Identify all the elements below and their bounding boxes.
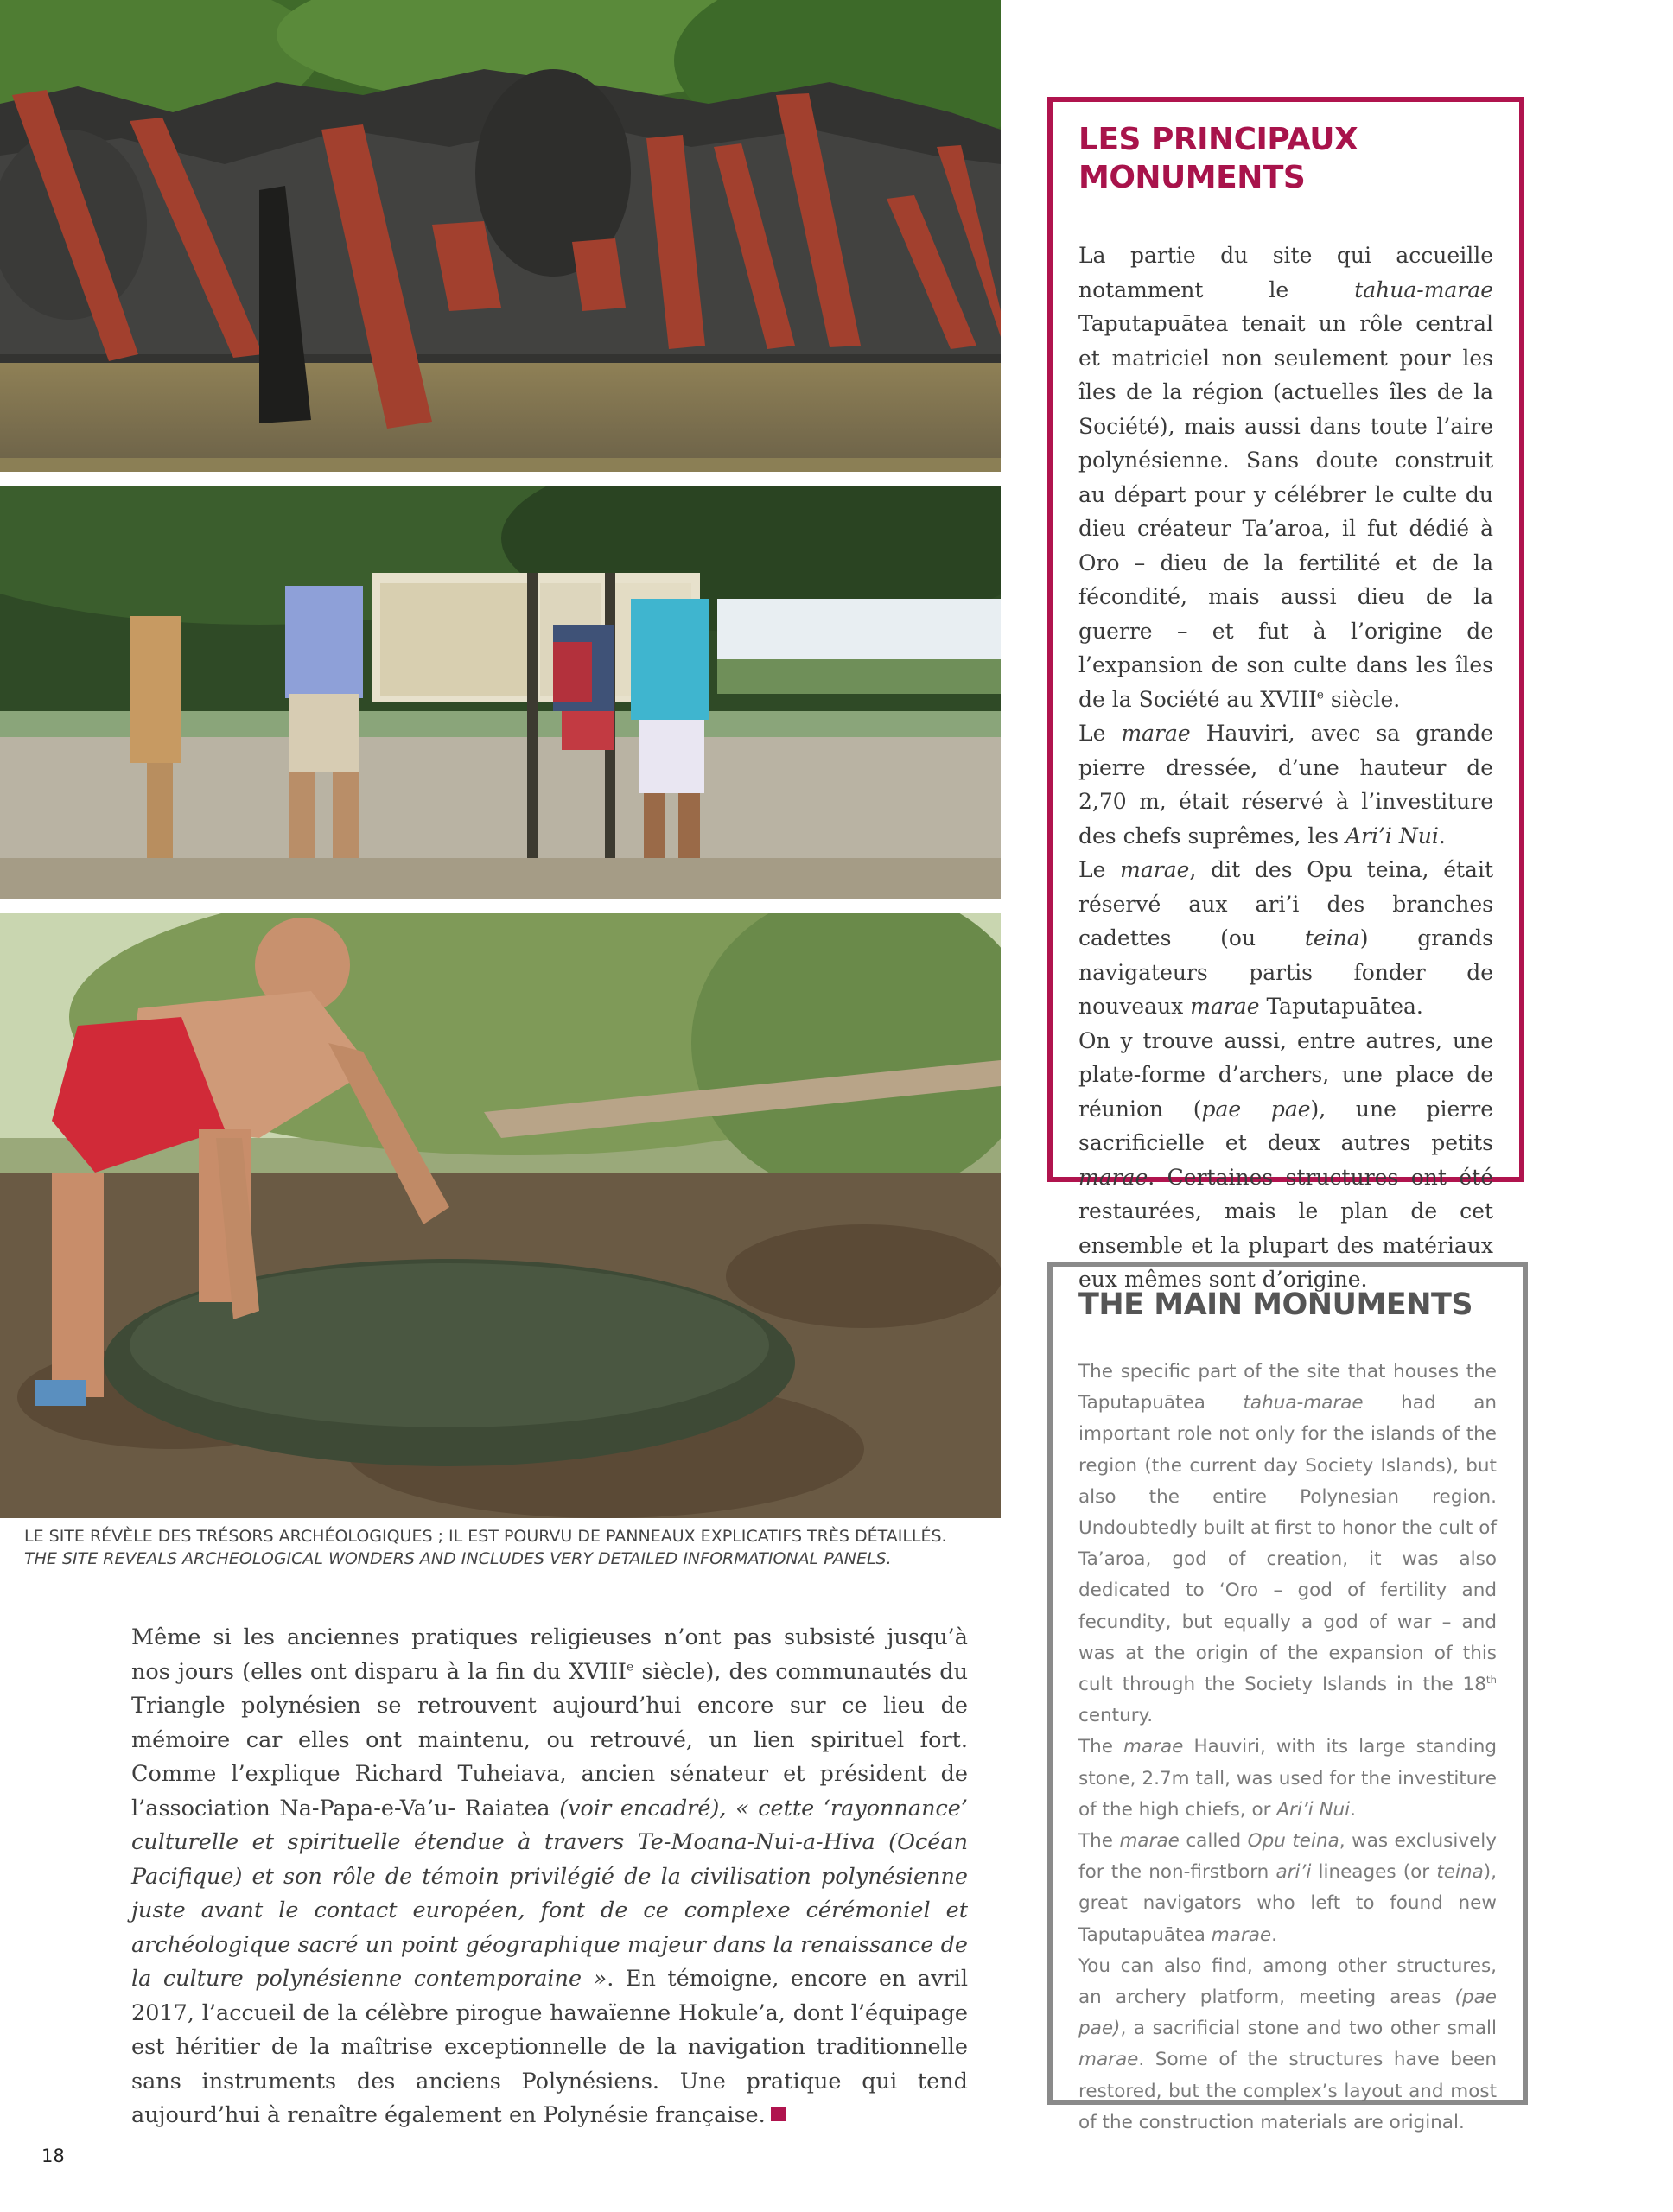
box-en-body [1078, 1357, 1497, 2139]
text-run: Hauviri, avec sa grande pierre dressée, d’une hauteur de 2,70 m, était réservé à l’investiture des chefs suprêmes, les [1078, 721, 1493, 849]
box-fr-paragraph-2 [1078, 716, 1493, 853]
page-number: 18 [41, 2145, 65, 2166]
box-fr-paragraph-1 [1078, 238, 1493, 716]
caption-fr: LE SITE RÉVÈLE DES TRÉSORS ARCHÉOLOGIQUES ; IL EST POURVU DE PANNEAUX EXPLICATIFS TRÈS DÉTAILLÉS. [24, 1527, 947, 1546]
box-fr-paragraph-3 [1078, 853, 1493, 1024]
box-en-paragraph-1 [1078, 1357, 1497, 1732]
text-run: Taputapuātea. [1259, 994, 1423, 1019]
text-run: . [1350, 1798, 1357, 1821]
caption-en: THE SITE REVEALS ARCHEOLOGICAL WONDERS AND INCLUDES VERY DETAILED INFORMATIONAL PANELS. [24, 1549, 892, 1568]
text-italic: marae [1190, 994, 1260, 1019]
text-italic: Ari’i Nui [1276, 1798, 1351, 1821]
photo-caption [24, 1525, 1009, 1570]
box-en-title: THE MAIN MONUMENTS [1078, 1287, 1473, 1322]
text-run: Hauviri, with its large standing stone, 2.7m tall, was used for the investiture of the high chiefs, or [1078, 1736, 1498, 1821]
box-fr-body [1078, 238, 1493, 1297]
text-run: . Certaines structures ont été restaurées, mais le plan de cet ensemble et la plupart des matériaux eux mêmes sont d’origine. [1078, 1164, 1493, 1292]
text-run: Taputapuātea tenait un rôle central et matriciel non seulement pour les îles de la région (actuelles îles de la Société), mais aussi dans toute l’aire polynésienne. Sans doute construit au départ pour y célébrer le culte du dieu créateur Ta’aroa, il fut dédié à Oro – dieu de la fertilité et de la fécondité, mais aussi dieu de la guerre – et fut à l’origine de l’expansion de son culte dans les îles de la Société au XVIII [1078, 311, 1493, 712]
text-run: . Some of the structures have been restored, but the complex’s layout and most of the construction materials are original. [1078, 2049, 1497, 2133]
box-fr-paragraph-4 [1078, 1024, 1493, 1297]
end-square-icon [771, 2107, 786, 2121]
text-italic: tahua-marae [1243, 1392, 1364, 1414]
sidebar-box-en [1047, 1262, 1528, 2133]
photo-marae-wall [0, 0, 1001, 472]
text-run: The [1078, 1830, 1120, 1853]
superscript: e [627, 1660, 634, 1674]
box-en-paragraph-2 [1078, 1732, 1497, 1826]
text-italic: (pae pae) [1078, 1986, 1497, 2040]
text-run: , a sacrificial stone and two other small [1120, 2018, 1497, 2040]
text-run: . En témoigne, encore en avril 2017, l’accueil de la célèbre pirogue hawaïenne Hokule’a, dont l’équipage est héritier de la maîtrise exceptionnelle de la navigation traditionnelle sans instruments des anciens Polynésiens. Une pratique qui tend aujourd’hui à renaître également en Polynésie française. [131, 1966, 968, 2128]
main-paragraph [131, 1621, 968, 2133]
text-italic: tahua-marae [1354, 276, 1493, 302]
text-italic: marae [1078, 2049, 1139, 2071]
text-italic: marae [1119, 1830, 1180, 1853]
text-run: called [1179, 1830, 1248, 1853]
photo-marae-wall-image [0, 0, 1001, 472]
sidebar-box-fr [1047, 97, 1524, 1292]
text-italic: marae [1211, 1923, 1272, 1946]
text-run: Le [1078, 721, 1122, 746]
text-run: ), great navigators who left to found new Taputapuātea [1078, 1861, 1498, 1946]
text-run: . [1271, 1923, 1277, 1946]
text-run: La partie du site qui accueille notamment le [1078, 243, 1493, 302]
text-run: You can also find, among other structures, an archery platform, meeting areas [1078, 1955, 1497, 2009]
text-italic: teina [1436, 1861, 1484, 1884]
text-run: had an important role not only for the islands of the region (the current day Society Islands), but also the entire Polynesian region. Undoubtedly built at first to honor the cult of Ta’aroa, god of creation, it was also dedicated to ‘Oro – god of fertility and fecundity, but equally a god of war – and was at the origin of the expansion of this cult through the Society Islands in the 18 [1078, 1392, 1497, 1696]
text-run: The specific part of the site that houses the Taputapuātea [1078, 1361, 1497, 1414]
text-run: ), une pierre sacrificielle et deux autres petits [1078, 1096, 1493, 1155]
main-article-text [131, 1621, 968, 2133]
text-italic: pae pae [1201, 1096, 1311, 1122]
box-en-paragraph-3 [1078, 1826, 1497, 1951]
text-run: Le [1078, 857, 1121, 882]
text-italic: teina [1304, 925, 1360, 950]
text-run: The [1078, 1736, 1124, 1758]
text-run: Même si les anciennes pratiques religieuses n’ont pas subsisté jusqu’à nos jours (elles ont disparu à la fin du XVIII [131, 1624, 968, 1685]
text-run: lineages (or [1311, 1861, 1437, 1884]
text-italic: Ari’i Nui [1345, 823, 1439, 849]
text-run: , was exclusively for the non-firstborn [1078, 1830, 1497, 1884]
photo-information-panels [0, 486, 1001, 899]
text-run: On y trouve aussi, entre autres, une plate-forme d’archers, une place de réunion ( [1078, 1027, 1493, 1122]
superscript: e [1316, 688, 1324, 702]
photo-sacrificial-stone-image [0, 913, 1001, 1518]
text-run: siècle), des communautés du Triangle polynésien se retrouvent aujourd’hui encore sur ce lieu de mémoire car elles ont maintenu, ou retrouvé, un lien spirituel fort. Comme l’explique Richard Tuheiava, ancien sénateur et président de l’association Na-Papa-e-Va’u- Raiatea [131, 1658, 968, 1821]
text-run: . [1438, 823, 1446, 849]
text-run: , dit des Opu teina, était réservé aux ari’i des branches cadettes (ou [1078, 857, 1493, 950]
box-en-paragraph-4 [1078, 1951, 1497, 2139]
text-italic: marae [1120, 857, 1190, 882]
text-italic: marae [1121, 721, 1191, 746]
text-run: ) grands navigateurs partis fonder de nouveaux [1078, 925, 1493, 1019]
text-italic: marae [1123, 1736, 1184, 1758]
text-run: siècle. [1323, 686, 1401, 712]
text-run: century. [1078, 1705, 1154, 1727]
text-italic: marae [1078, 1164, 1148, 1190]
text-italic: ari’i [1275, 1861, 1312, 1884]
superscript: th [1485, 1673, 1497, 1686]
photo-information-panels-image [0, 486, 1001, 899]
photo-sacrificial-stone [0, 913, 1001, 1518]
box-fr-title: LES PRINCIPAUX MONUMENTS [1078, 122, 1358, 195]
text-italic: Opu teina [1247, 1830, 1339, 1853]
quote-italic: (voir encadré), « cette ‘rayonnance’ culturelle et spirituelle étendue à travers Te-Moana-Nui-a-Hiva (Océan Pacifique) et son rôle de témoin privilégié de la civilisation polynésienne juste avant le contact européen, font de ce complexe cérémoniel et archéologique sacré un point géographique majeur dans la renaissance de la culture polynésienne contemporaine » [131, 1795, 968, 1992]
